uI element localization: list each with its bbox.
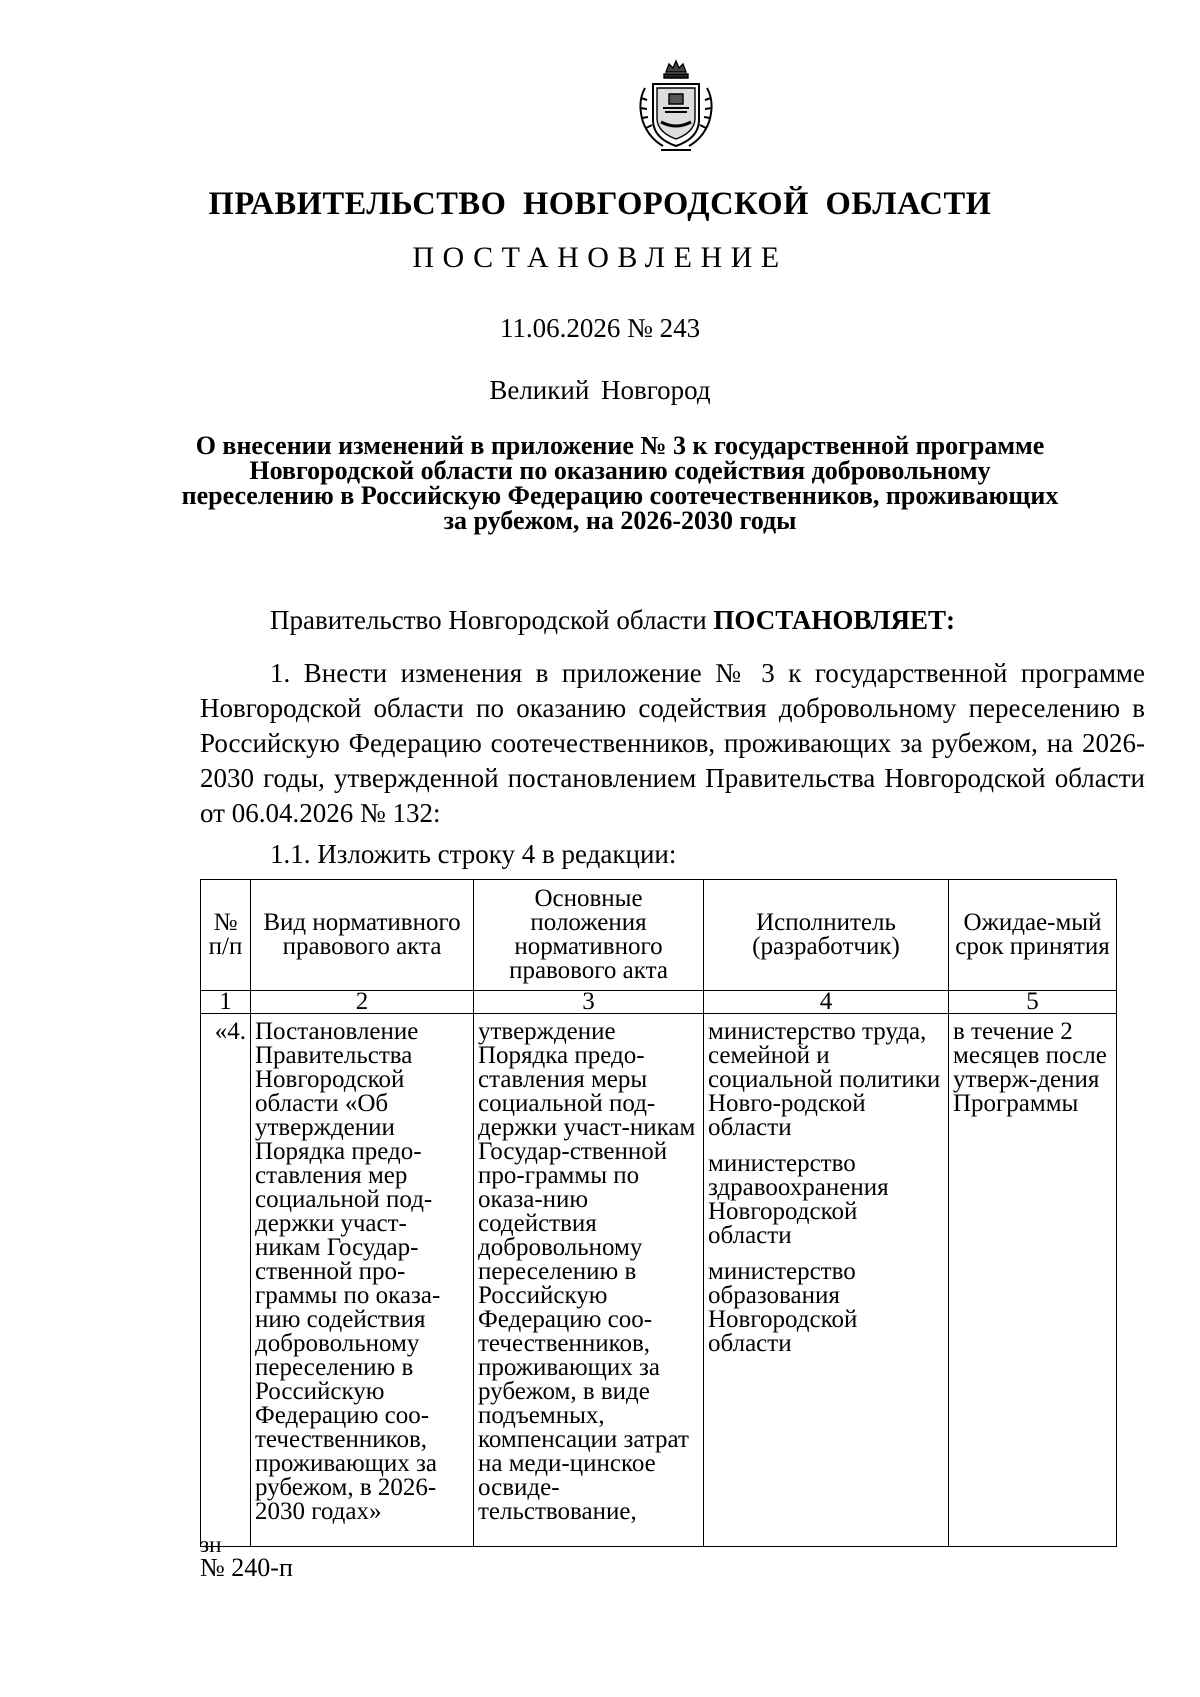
header-act-type: Вид нормативного правового акта xyxy=(251,880,474,991)
document-date-number: 11.06.2026 № 243 xyxy=(499,313,701,343)
intro-text: Правительство Новгородской области xyxy=(270,605,714,635)
document-subject xyxy=(0,433,1200,533)
subject-line: Новгородской области по оказанию содействия добровольному xyxy=(249,456,991,485)
column-number-row xyxy=(201,991,1117,1014)
executor-initials: зн xyxy=(200,1532,222,1557)
row-deadline: в течение 2 месяцев после утверж-дения Программы xyxy=(949,1014,1117,1547)
column-number: 2 xyxy=(251,991,474,1014)
subject-line: переселению в Российскую Федерацию соотечественников, проживающих xyxy=(181,481,1059,510)
column-number: 3 xyxy=(474,991,704,1014)
column-number: 1 xyxy=(201,991,251,1014)
subject-line: О внесении изменений в приложение № 3 к государственной программе xyxy=(195,431,1045,460)
header-deadline: Ожидае-мый срок принятия xyxy=(949,880,1117,991)
column-number: 5 xyxy=(949,991,1117,1014)
row-act-type: Постановление Правительства Новгородской области «Об утверждении Порядка предо-ставления мер социальной под-держки участ-никам Государ-ственной про-граммы по оказа-нию содействия добровольному переселению в Российскую Федерацию соо-течественников, проживающих за рубежом, в 2026-2030 годах» xyxy=(251,1014,474,1547)
coat-of-arms-icon xyxy=(631,58,721,158)
subject-line: за рубежом, на 2026-2030 годы xyxy=(443,506,797,535)
row-number: «4. xyxy=(201,1014,251,1547)
performer: министерство здравоохранения Новгородской области xyxy=(708,1150,889,1249)
table-row xyxy=(201,1014,1117,1547)
header-provisions: Основные положения нормативного правового акта xyxy=(474,880,704,991)
row-performers xyxy=(704,1014,949,1547)
resolves-keyword: ПОСТАНОВЛЯЕТ: xyxy=(713,605,955,635)
footer xyxy=(200,1532,293,1582)
registration-number: № 240-п xyxy=(200,1553,293,1582)
header-number: № п/п xyxy=(201,880,251,991)
column-number: 4 xyxy=(704,991,949,1014)
organization-title: ПРАВИТЕЛЬСТВО НОВГОРОДСКОЙ ОБЛАСТИ xyxy=(208,186,992,222)
header-performer: Исполнитель (разработчик) xyxy=(704,880,949,991)
document-city: Великий Новгород xyxy=(489,375,711,405)
table-header-row xyxy=(201,880,1117,991)
intro-paragraph xyxy=(200,603,1145,638)
regulatory-acts-table xyxy=(200,879,1117,1547)
performer: министерство труда, семейной и социальной политики Новго-родской области xyxy=(708,1018,941,1141)
document-type: ПОСТАНОВЛЕНИЕ xyxy=(412,241,788,274)
row-provisions: утверждение Порядка предо-ставления меры социальной под-держки участ-никам Государ-ственной про-граммы по оказа-нию содействия добровольному переселению в Российскую Федерацию соо-течественников, проживающих за рубежом, в виде подъемных, компенсации затрат на меди-цинское освиде-тельствование, xyxy=(474,1014,704,1547)
paragraph-1-1: 1.1. Изложить строку 4 в редакции: xyxy=(270,839,677,869)
paragraph-1: 1. Внести изменения в приложение № 3 к государственной программе Новгородской области по оказанию содействия добровольному переселению в Российскую Федерацию соотечественников, проживающих за рубежом, на 2026-2030 годы, утвержденной постановлением Правительства Новгородской области от 06.04.2026 № 132: xyxy=(200,658,1145,828)
performer: министерство образования Новгородской области xyxy=(708,1258,858,1357)
